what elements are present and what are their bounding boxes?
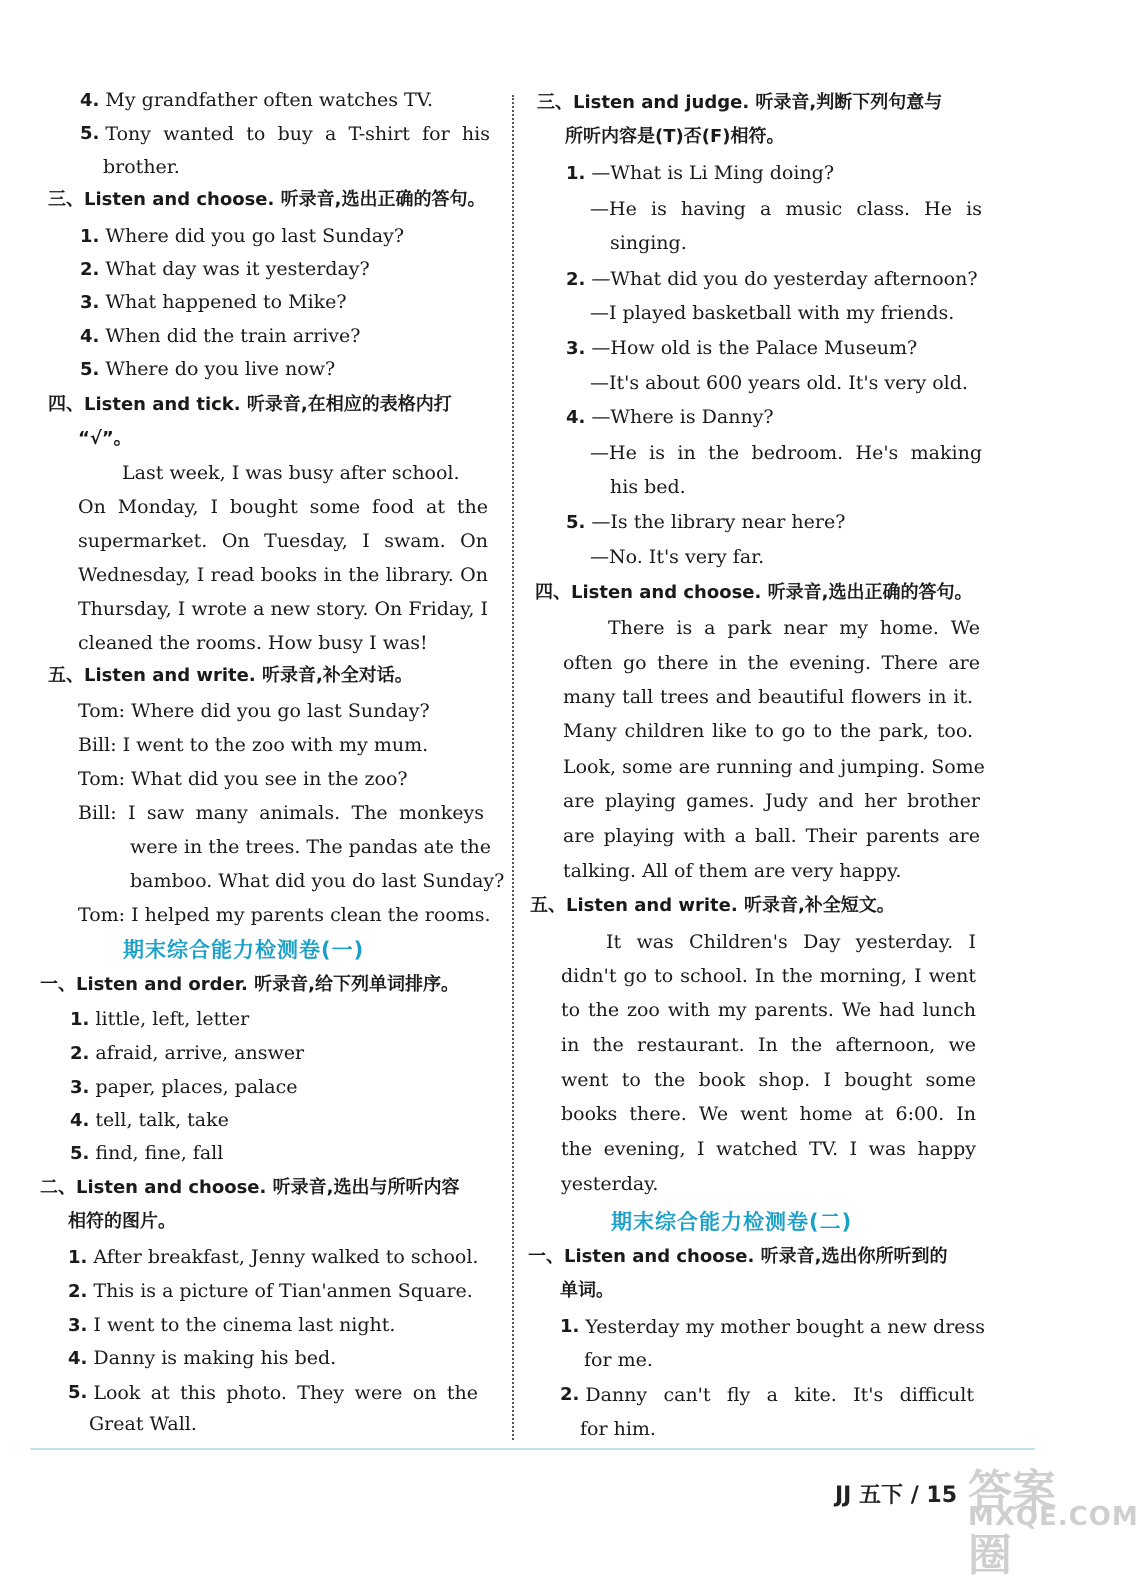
dialogue-line: Tom: I helped my parents clean the rooms. xyxy=(78,904,491,926)
answer-line-cont: singing. xyxy=(610,232,687,254)
section-heading: 二、Listen and choose. 听录音,选出与所听内容 xyxy=(40,1177,460,1198)
dialogue-line: Tom: What did you see in the zoo? xyxy=(78,768,408,790)
list-item-cont: brother. xyxy=(103,156,180,178)
passage-line: are playing with a ball. Their parents are xyxy=(563,825,980,847)
column-divider xyxy=(512,95,514,1440)
section-heading: 三、Listen and judge. 听录音,判断下列句意与 xyxy=(537,92,943,113)
list-item: 5. Look at this photo. They were on the xyxy=(68,1382,478,1404)
list-item: 4. —Where is Danny? xyxy=(566,406,774,428)
passage-line: Wednesday, I read books in the library. On xyxy=(78,564,488,586)
passage-line: cleaned the rooms. How busy I was! xyxy=(78,632,428,654)
list-item: 3. I went to the cinema last night. xyxy=(68,1314,396,1336)
list-item: 4. My grandfather often watches TV. xyxy=(80,89,434,111)
watermark-url: MXQE.COM xyxy=(968,1502,1139,1532)
list-item: 5. Where do you live now? xyxy=(80,358,336,380)
list-item: 2. afraid, arrive, answer xyxy=(70,1042,305,1064)
passage-line: yesterday. xyxy=(561,1173,659,1195)
answer-line: —I played basketball with my friends. xyxy=(590,302,955,324)
section-heading-cont: 相符的图片。 xyxy=(68,1211,176,1232)
passage-line: often go there in the evening. There are xyxy=(563,652,980,674)
passage-line: in the restaurant. In the afternoon, we xyxy=(561,1034,976,1056)
answer-line: —It's about 600 years old. It's very old. xyxy=(590,372,968,394)
section-heading: 一、Listen and order. 听录音,给下列单词排序。 xyxy=(40,974,459,995)
passage-line: Many children like to go to the park, too. xyxy=(563,720,973,742)
page-footer: JJ 五下 / 15 xyxy=(835,1483,957,1508)
dialogue-line: were in the trees. The pandas ate the xyxy=(130,836,491,858)
passage-line: many tall trees and beautiful flowers in it. xyxy=(563,686,973,708)
passage-line: Look, some are running and jumping. Some xyxy=(563,756,985,778)
list-item: 5. find, fine, fall xyxy=(70,1142,224,1164)
dialogue-line: Tom: Where did you go last Sunday? xyxy=(78,700,430,722)
passage-line: books there. We went home at 6:00. In xyxy=(561,1103,976,1125)
section-heading-cont: 单词。 xyxy=(560,1280,614,1301)
passage-line: talking. All of them are very happy. xyxy=(563,860,902,882)
list-item: 4. When did the train arrive? xyxy=(80,325,361,347)
section-heading: 三、Listen and choose. 听录音,选出正确的答句。 xyxy=(48,189,486,210)
dialogue-line: bamboo. What did you do last Sunday? xyxy=(130,870,505,892)
passage-line: Thursday, I wrote a new story. On Friday, I xyxy=(78,598,488,620)
section-heading-cont: 所听内容是(T)否(F)相符。 xyxy=(565,126,785,147)
passage-line: On Monday, I bought some food at the xyxy=(78,496,488,518)
list-item: 3. paper, places, palace xyxy=(70,1076,298,1098)
list-item: 3. What happened to Mike? xyxy=(80,291,347,313)
list-item: 1. little, left, letter xyxy=(70,1008,250,1030)
answer-line: —He is having a music class. He is xyxy=(590,198,982,220)
list-item: 1. Where did you go last Sunday? xyxy=(80,225,405,247)
exam-title: 期末综合能力检测卷(二) xyxy=(611,1210,853,1234)
list-item: 5. Tony wanted to buy a T-shirt for his xyxy=(80,123,490,145)
answer-line-cont: his bed. xyxy=(610,476,686,498)
passage-line: to the zoo with my parents. We had lunch xyxy=(561,999,976,1021)
list-item: 1. —What is Li Ming doing? xyxy=(566,162,835,184)
section-heading: 一、Listen and choose. 听录音,选出你所听到的 xyxy=(528,1246,948,1267)
passage-line: There is a park near my home. We xyxy=(608,617,980,639)
bottom-rule xyxy=(30,1448,1035,1450)
passage-line: supermarket. On Tuesday, I swam. On xyxy=(78,530,488,552)
list-item: 5. —Is the library near here? xyxy=(566,511,846,533)
section-heading: 五、Listen and write. 听录音,补全短文。 xyxy=(530,895,895,916)
list-item: 2. Danny can't fly a kite. It's difficult xyxy=(560,1384,974,1406)
passage-line: went to the book shop. I bought some xyxy=(561,1069,976,1091)
section-heading: 四、Listen and tick. 听录音,在相应的表格内打 xyxy=(48,394,452,415)
passage-line: are playing games. Judy and her brother xyxy=(563,790,980,812)
dialogue-line: Bill: I saw many animals. The monkeys xyxy=(78,802,484,824)
list-item: 2. This is a picture of Tian'anmen Square. xyxy=(68,1280,473,1302)
section-heading: 四、Listen and choose. 听录音,选出正确的答句。 xyxy=(535,582,973,603)
section-heading: 五、Listen and write. 听录音,补全对话。 xyxy=(48,665,413,686)
list-item: 1. After breakfast, Jenny walked to school. xyxy=(68,1246,479,1268)
list-item-cont: for him. xyxy=(580,1418,656,1440)
list-item-cont: for me. xyxy=(584,1349,653,1371)
section-heading-cont: “√”。 xyxy=(78,428,132,449)
list-item: 4. Danny is making his bed. xyxy=(68,1347,337,1369)
list-item: 1. Yesterday my mother bought a new dress xyxy=(560,1316,986,1338)
passage-line: the evening, I watched TV. I was happy xyxy=(561,1138,976,1160)
passage-line: Last week, I was busy after school. xyxy=(122,462,460,484)
list-item: 4. tell, talk, take xyxy=(70,1109,229,1131)
list-item: 2. What day was it yesterday? xyxy=(80,258,370,280)
list-item-cont: Great Wall. xyxy=(89,1413,197,1435)
list-item: 3. —How old is the Palace Museum? xyxy=(566,337,918,359)
list-item: 2. —What did you do yesterday afternoon? xyxy=(566,268,978,290)
passage-line: It was Children's Day yesterday. I xyxy=(606,931,976,953)
watermark-logo: 答案圈 xyxy=(968,1466,1056,1581)
answer-line: —No. It's very far. xyxy=(590,546,765,568)
dialogue-line: Bill: I went to the zoo with my mum. xyxy=(78,734,429,756)
answer-line: —He is in the bedroom. He's making xyxy=(590,442,982,464)
exam-title: 期末综合能力检测卷(一) xyxy=(123,938,365,962)
passage-line: didn't go to school. In the morning, I went xyxy=(561,965,976,987)
